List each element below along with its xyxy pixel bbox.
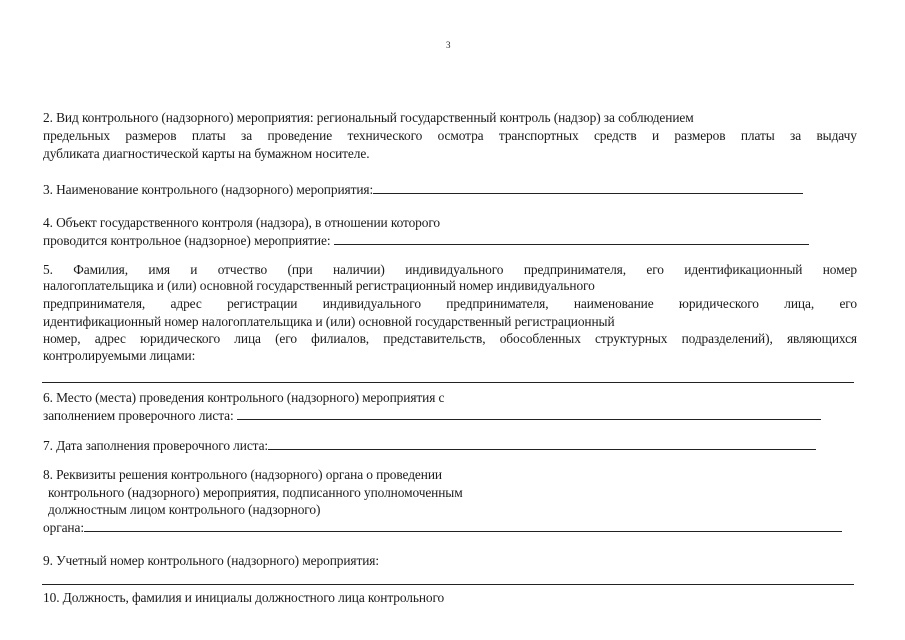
item-5-field[interactable] <box>42 382 854 383</box>
item-5-line-3-word: регистрации <box>227 296 298 311</box>
item-5-line-1-word: 5. <box>43 262 53 277</box>
item-2-line-2-word: и <box>651 128 660 143</box>
item-5-line-4: идентификационный номер налогоплательщика и (или) основной государственный регистрационный <box>43 314 615 329</box>
item-8-label: органа: <box>43 520 84 535</box>
item-7-label: 7. Дата заполнения проверочного листа: <box>43 438 269 453</box>
item-6-line-1: 6. Место (места) проведения контрольного (надзорного) мероприятия с <box>43 390 445 405</box>
item-2-line-2-word: проведение <box>267 128 333 143</box>
item-2-line-1: 2. Вид контрольного (надзорного) мероприятия: региональный государственный контроль (надзор) за соблюдением <box>43 110 694 125</box>
item-5-line-3-word: юридического <box>678 296 759 311</box>
item-5-line-5 <box>43 331 857 347</box>
item-10-line-1: 10. Должность, фамилия и инициалы должностного лица контрольного <box>43 590 445 605</box>
item-3-field[interactable] <box>373 181 803 194</box>
item-8-line-3: должностным лицом контрольного (надзорного) <box>48 502 321 517</box>
item-7-field[interactable] <box>268 437 816 450</box>
item-2-line-2-word: осмотра <box>437 128 484 143</box>
item-5-line-5-word: структурных <box>595 331 668 346</box>
item-2-line-2-word: платы <box>191 128 226 143</box>
item-5-line-5-word: адрес <box>94 331 126 346</box>
item-5-line-5-word: являющихся <box>786 331 857 346</box>
item-5-line-5-word: подразделений), <box>681 331 773 346</box>
item-5-line-3-word: его <box>839 296 857 311</box>
item-5-line-1-word: номер <box>822 262 857 277</box>
item-5-line-2: налогоплательщика и (или) основной государственный регистрационный номер индивидуального <box>43 278 595 293</box>
item-8-line-1: 8. Реквизиты решения контрольного (надзорного) органа о проведении <box>43 467 442 482</box>
item-5-line-1-word: наличии) <box>332 262 385 277</box>
item-3-label: 3. Наименование контрольного (надзорного) мероприятия: <box>43 182 374 197</box>
item-6-field[interactable] <box>237 407 821 420</box>
item-5-line-5-word: филиалов, <box>311 331 370 346</box>
item-5-line-5-word: (его <box>275 331 297 346</box>
item-2-line-2-word: размеров <box>125 128 177 143</box>
item-5-line-1-word: имя <box>148 262 170 277</box>
item-2-line-2-word: за <box>790 128 802 143</box>
item-2-line-2-word: транспортных <box>498 128 579 143</box>
item-5-line-3 <box>43 296 857 312</box>
item-5-line-5-word: представительств, <box>383 331 486 346</box>
item-5-line-3-word: предпринимателя, <box>446 296 549 311</box>
item-5-line-3-word: индивидуального <box>322 296 421 311</box>
item-4-field[interactable] <box>334 232 809 245</box>
item-2-line-3: дубликата диагностической карты на бумажном носителе. <box>43 146 370 161</box>
item-6-label: заполнением проверочного листа: <box>43 408 234 423</box>
item-5-line-3-word: предпринимателя, <box>43 296 146 311</box>
item-5-line-1 <box>43 262 857 278</box>
item-5-line-1-word: Фамилия, <box>73 262 128 277</box>
item-5-line-5-word: лица <box>234 331 261 346</box>
item-2-line-2-word: предельных <box>43 128 111 143</box>
item-5-line-5-word: юридического <box>140 331 221 346</box>
item-3-row <box>43 181 803 198</box>
item-9-field[interactable] <box>42 584 854 585</box>
item-7-row <box>43 437 816 454</box>
item-8-row <box>43 519 842 536</box>
item-2-line-2-word: выдачу <box>816 128 857 143</box>
item-9-label: 9. Учетный номер контрольного (надзорного) мероприятия: <box>43 553 379 568</box>
item-6-row <box>43 407 821 424</box>
item-2-line-2-word: технического <box>347 128 423 143</box>
item-5-line-1-word: предпринимателя, <box>523 262 626 277</box>
item-5-line-1-word: и <box>190 262 198 277</box>
item-5-line-3-word: адрес <box>170 296 202 311</box>
item-2-line-2-word: за <box>241 128 253 143</box>
item-8-field[interactable] <box>84 519 842 532</box>
item-5-line-1-word: идентификационный <box>684 262 803 277</box>
item-2-line-2 <box>43 128 857 144</box>
item-2-line-2-word: размеров <box>674 128 726 143</box>
item-4-line-1: 4. Объект государственного контроля (надзора), в отношении которого <box>43 215 441 230</box>
item-2-line-2-word: средств <box>593 128 637 143</box>
item-5-line-3-word: лица, <box>784 296 815 311</box>
item-4-row <box>43 232 809 249</box>
item-8-line-2: контрольного (надзорного) мероприятия, подписанного уполномоченным <box>48 485 463 500</box>
item-5-line-3-word: наименование <box>573 296 654 311</box>
item-2-line-2-word: платы <box>740 128 775 143</box>
item-5-line-5-word: номер, <box>43 331 81 346</box>
item-5-line-1-word: индивидуального <box>405 262 504 277</box>
item-5-line-1-word: его <box>646 262 664 277</box>
item-5-line-1-word: отчество <box>217 262 268 277</box>
page-number: 3 <box>446 40 451 50</box>
item-4-label: проводится контрольное (надзорное) мероприятие: <box>43 233 331 248</box>
item-5-line-5-word: обособленных <box>499 331 581 346</box>
item-5-line-6: контролируемыми лицами: <box>43 348 196 363</box>
item-5-line-1-word: (при <box>287 262 313 277</box>
